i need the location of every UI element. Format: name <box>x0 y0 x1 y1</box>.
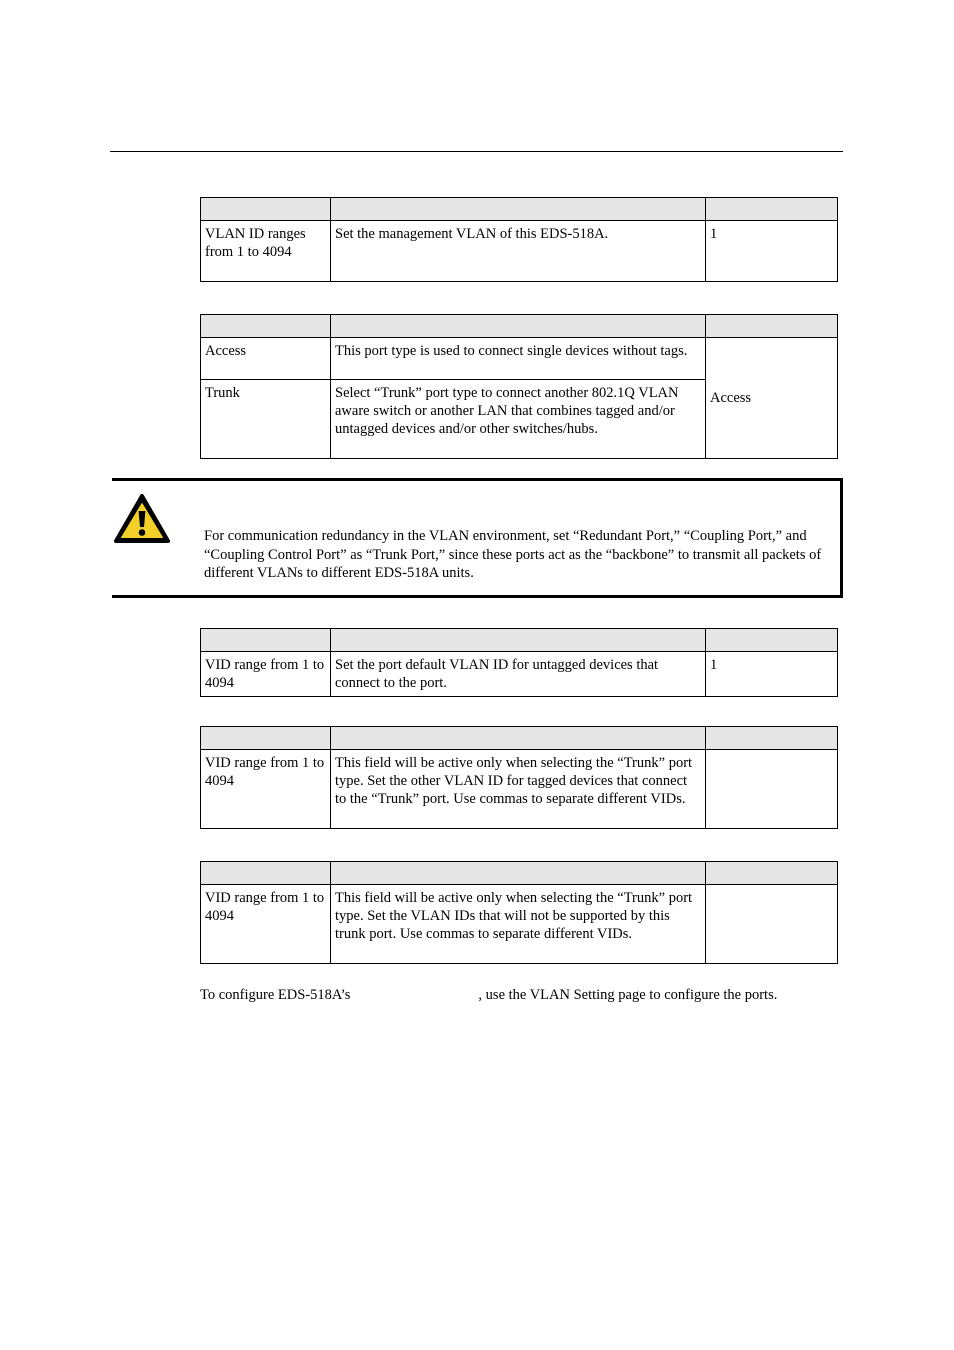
header-rule <box>110 151 843 152</box>
factory-default-cell <box>706 885 838 964</box>
setting-cell: VID range from 1 to 4094 <box>201 750 331 829</box>
management-vlan-table <box>200 197 838 282</box>
attention-message: For communication redundancy in the VLAN environment, set “Redundant Port,” “Coupling Port,” and “Coupling Control Port” as “Trunk Port,” since these ports act as the “backbone” to transmit all packets of different VLANs to different EDS-518A units. <box>204 528 822 581</box>
forbidden-vlan-list-table <box>200 861 838 964</box>
configure-text-after: , use the VLAN Setting page to configure the ports. <box>478 987 778 1003</box>
port-type-table <box>200 314 838 459</box>
configure-instructions <box>200 986 777 1004</box>
setting-cell: VLAN ID ranges from 1 to 4094 <box>201 221 331 282</box>
table-row <box>201 652 838 697</box>
description-cell: This field will be active only when selecting the “Trunk” port type. Set the other VLAN ID for tagged devices that connect to the “Trunk” port. Use commas to separate different VIDs. <box>331 750 706 829</box>
warning-icon <box>113 493 171 545</box>
table-header <box>201 862 838 885</box>
table-row <box>201 750 838 829</box>
port-pvid-table <box>200 628 838 697</box>
table-row <box>201 221 838 282</box>
factory-default-cell: Access <box>706 338 838 459</box>
table-header <box>201 198 838 221</box>
description-cell: Set the management VLAN of this EDS-518A. <box>331 221 706 282</box>
table-header <box>201 629 838 652</box>
factory-default-cell: 1 <box>706 652 838 697</box>
factory-default-cell <box>706 750 838 829</box>
description-cell: This port type is used to connect single devices without tags. <box>331 338 706 380</box>
configure-text-before: To configure EDS-518A’s <box>200 987 351 1003</box>
setting-cell: Trunk <box>201 380 331 459</box>
setting-cell: VID range from 1 to 4094 <box>201 652 331 697</box>
table-header <box>201 315 838 338</box>
description-cell: Set the port default VLAN ID for untagged devices that connect to the port. <box>331 652 706 697</box>
table-row <box>201 338 838 380</box>
table-row <box>201 885 838 964</box>
attention-box <box>112 478 843 598</box>
description-cell: This field will be active only when selecting the “Trunk” port type. Set the VLAN IDs that will not be supported by this trunk port. Use commas to separate different VIDs. <box>331 885 706 964</box>
table-header <box>201 727 838 750</box>
factory-default-cell: 1 <box>706 221 838 282</box>
setting-cell: Access <box>201 338 331 380</box>
fixed-vlan-list-table <box>200 726 838 829</box>
description-cell: Select “Trunk” port type to connect another 802.1Q VLAN aware switch or another LAN that combines tagged and/or untagged devices and/or other switches/hubs. <box>331 380 706 459</box>
setting-cell: VID range from 1 to 4094 <box>201 885 331 964</box>
